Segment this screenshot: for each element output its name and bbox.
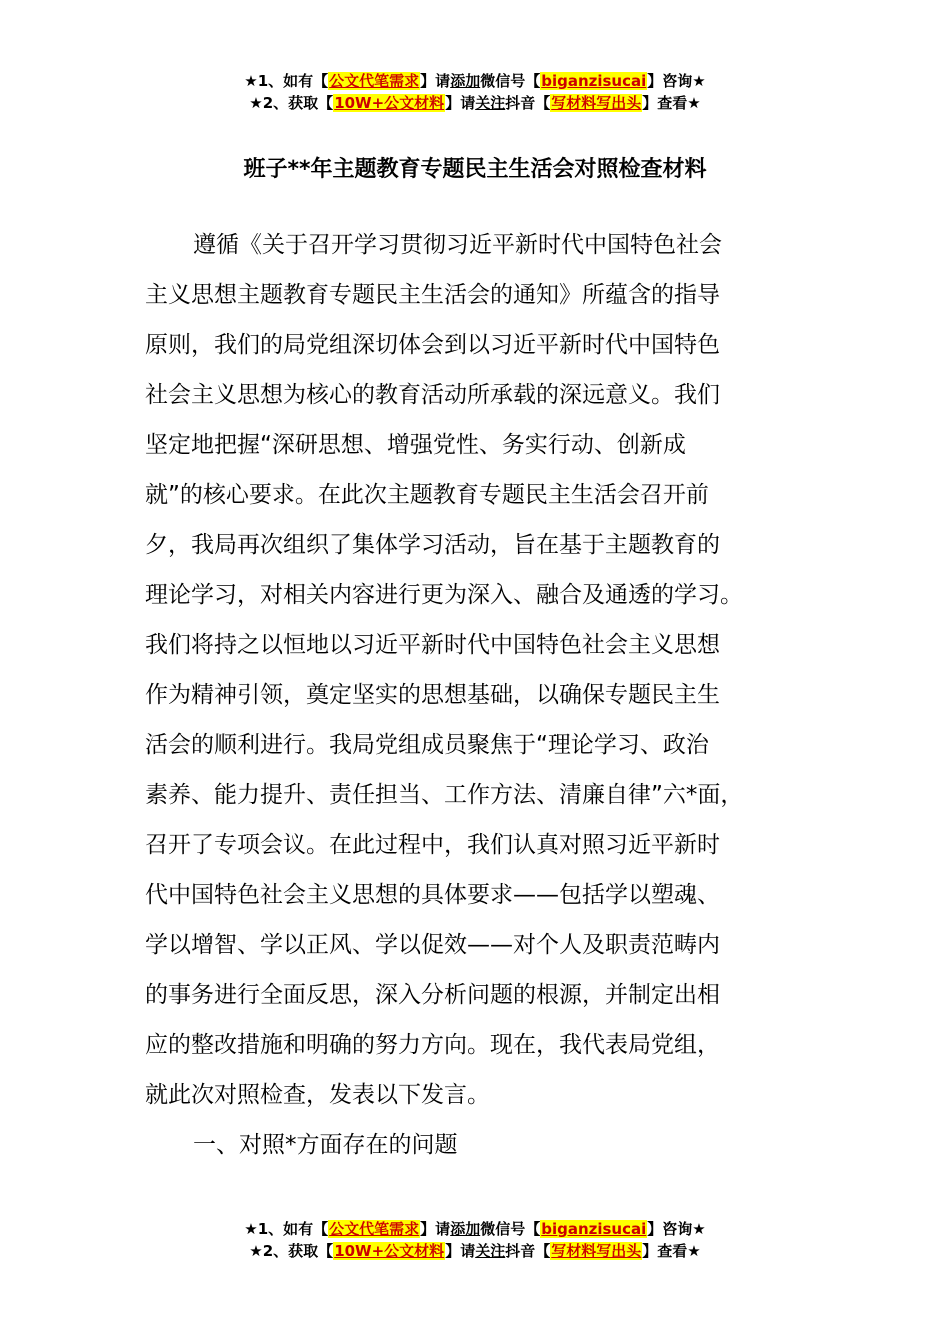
body-line: 的事务进行全面反思，深入分析问题的根源，并制定出相 <box>145 982 720 1008</box>
promo-highlight: 10W+公文材料 <box>334 94 445 112</box>
promo-text: 微信号【 <box>480 72 541 90</box>
promo-text: 】请 <box>420 1220 451 1238</box>
document-title: 班子**年主题教育专题民主生活会对照检查材料 <box>243 157 707 182</box>
promo-text: ★1、如有【 <box>244 1220 329 1238</box>
body-line: 遵循《关于召开学习贯彻习近平新时代中国特色社会 <box>193 232 722 258</box>
promo-text: 抖音【 <box>505 1242 551 1260</box>
document-body <box>145 220 825 1170</box>
promo-underline: 关注 <box>475 94 506 112</box>
promo-text: 微信号【 <box>480 1220 541 1238</box>
promo-text: 】查看★ <box>642 94 701 112</box>
promo-text: 】查看★ <box>642 1242 701 1260</box>
body-line: 我们将持之以恒地以习近平新时代中国特色社会主义思想 <box>145 632 720 658</box>
promo-underline: 关注 <box>475 1242 506 1260</box>
promo-text: 】咨询★ <box>647 1220 706 1238</box>
promo-text: 】请 <box>445 94 476 112</box>
body-line: 素养、能力提升、责任担当、工作方法、清廉自律”六*面， <box>145 782 744 808</box>
promo-line-2 <box>0 92 950 114</box>
section-heading: 一、对照*方面存在的问题 <box>193 1132 458 1158</box>
promo-text: 】咨询★ <box>647 72 706 90</box>
promo-line-1 <box>0 70 950 92</box>
body-line: 夕，我局再次组织了集体学习活动，旨在基于主题教育的 <box>145 532 720 558</box>
promo-text: ★1、如有【 <box>244 72 329 90</box>
promo-line-2 <box>0 1240 950 1262</box>
body-line: 社会主义思想为核心的教育活动所承载的深远意义。我们 <box>145 382 720 408</box>
body-line: 就”的核心要求。在此次主题教育专题民主生活会召开前 <box>145 482 709 508</box>
promo-underline: 添加 <box>450 72 481 90</box>
promo-text: 】请 <box>445 1242 476 1260</box>
promo-highlight: 10W+公文材料 <box>334 1242 445 1260</box>
promo-text: ★2、获取【 <box>249 94 334 112</box>
body-line: 原则，我们的局党组深切体会到以习近平新时代中国特色 <box>145 332 720 358</box>
promo-text: 抖音【 <box>505 94 551 112</box>
body-line: 应的整改措施和明确的努力方向。现在，我代表局党组， <box>145 1032 720 1058</box>
body-line: 主义思想主题教育专题民主生活会的通知》所蕴含的指导 <box>145 282 720 308</box>
promo-highlight: biganzisucai <box>541 1220 647 1238</box>
promo-highlight: 公文代笔需求 <box>329 1220 420 1238</box>
promo-underline: 添加 <box>450 1220 481 1238</box>
body-line: 坚定地把握“深研思想、增强党性、务实行动、创新成 <box>145 432 686 458</box>
body-line: 学以增智、学以正风、学以促效——对个人及职责范畴内 <box>145 932 720 958</box>
body-line: 活会的顺利进行。我局党组成员聚焦于“理论学习、政治 <box>145 732 709 758</box>
footer-promo-banner <box>0 1218 950 1262</box>
promo-text: ★2、获取【 <box>249 1242 334 1260</box>
promo-line-1 <box>0 1218 950 1240</box>
promo-highlight: biganzisucai <box>541 72 647 90</box>
promo-highlight: 写材料写出头 <box>551 1242 642 1260</box>
body-line: 作为精神引领，奠定坚实的思想基础，以确保专题民主生 <box>145 682 720 708</box>
promo-text: 】请 <box>420 72 451 90</box>
header-promo-banner <box>0 70 950 114</box>
promo-highlight: 公文代笔需求 <box>329 72 420 90</box>
body-line: 理论学习，对相关内容进行更为深入、融合及通透的学习。 <box>145 582 743 608</box>
body-line: 召开了专项会议。在此过程中，我们认真对照习近平新时 <box>145 832 720 858</box>
promo-highlight: 写材料写出头 <box>551 94 642 112</box>
body-line: 代中国特色社会主义思想的具体要求——包括学以塑魂、 <box>145 882 720 908</box>
body-line: 就此次对照检查，发表以下发言。 <box>145 1082 490 1108</box>
